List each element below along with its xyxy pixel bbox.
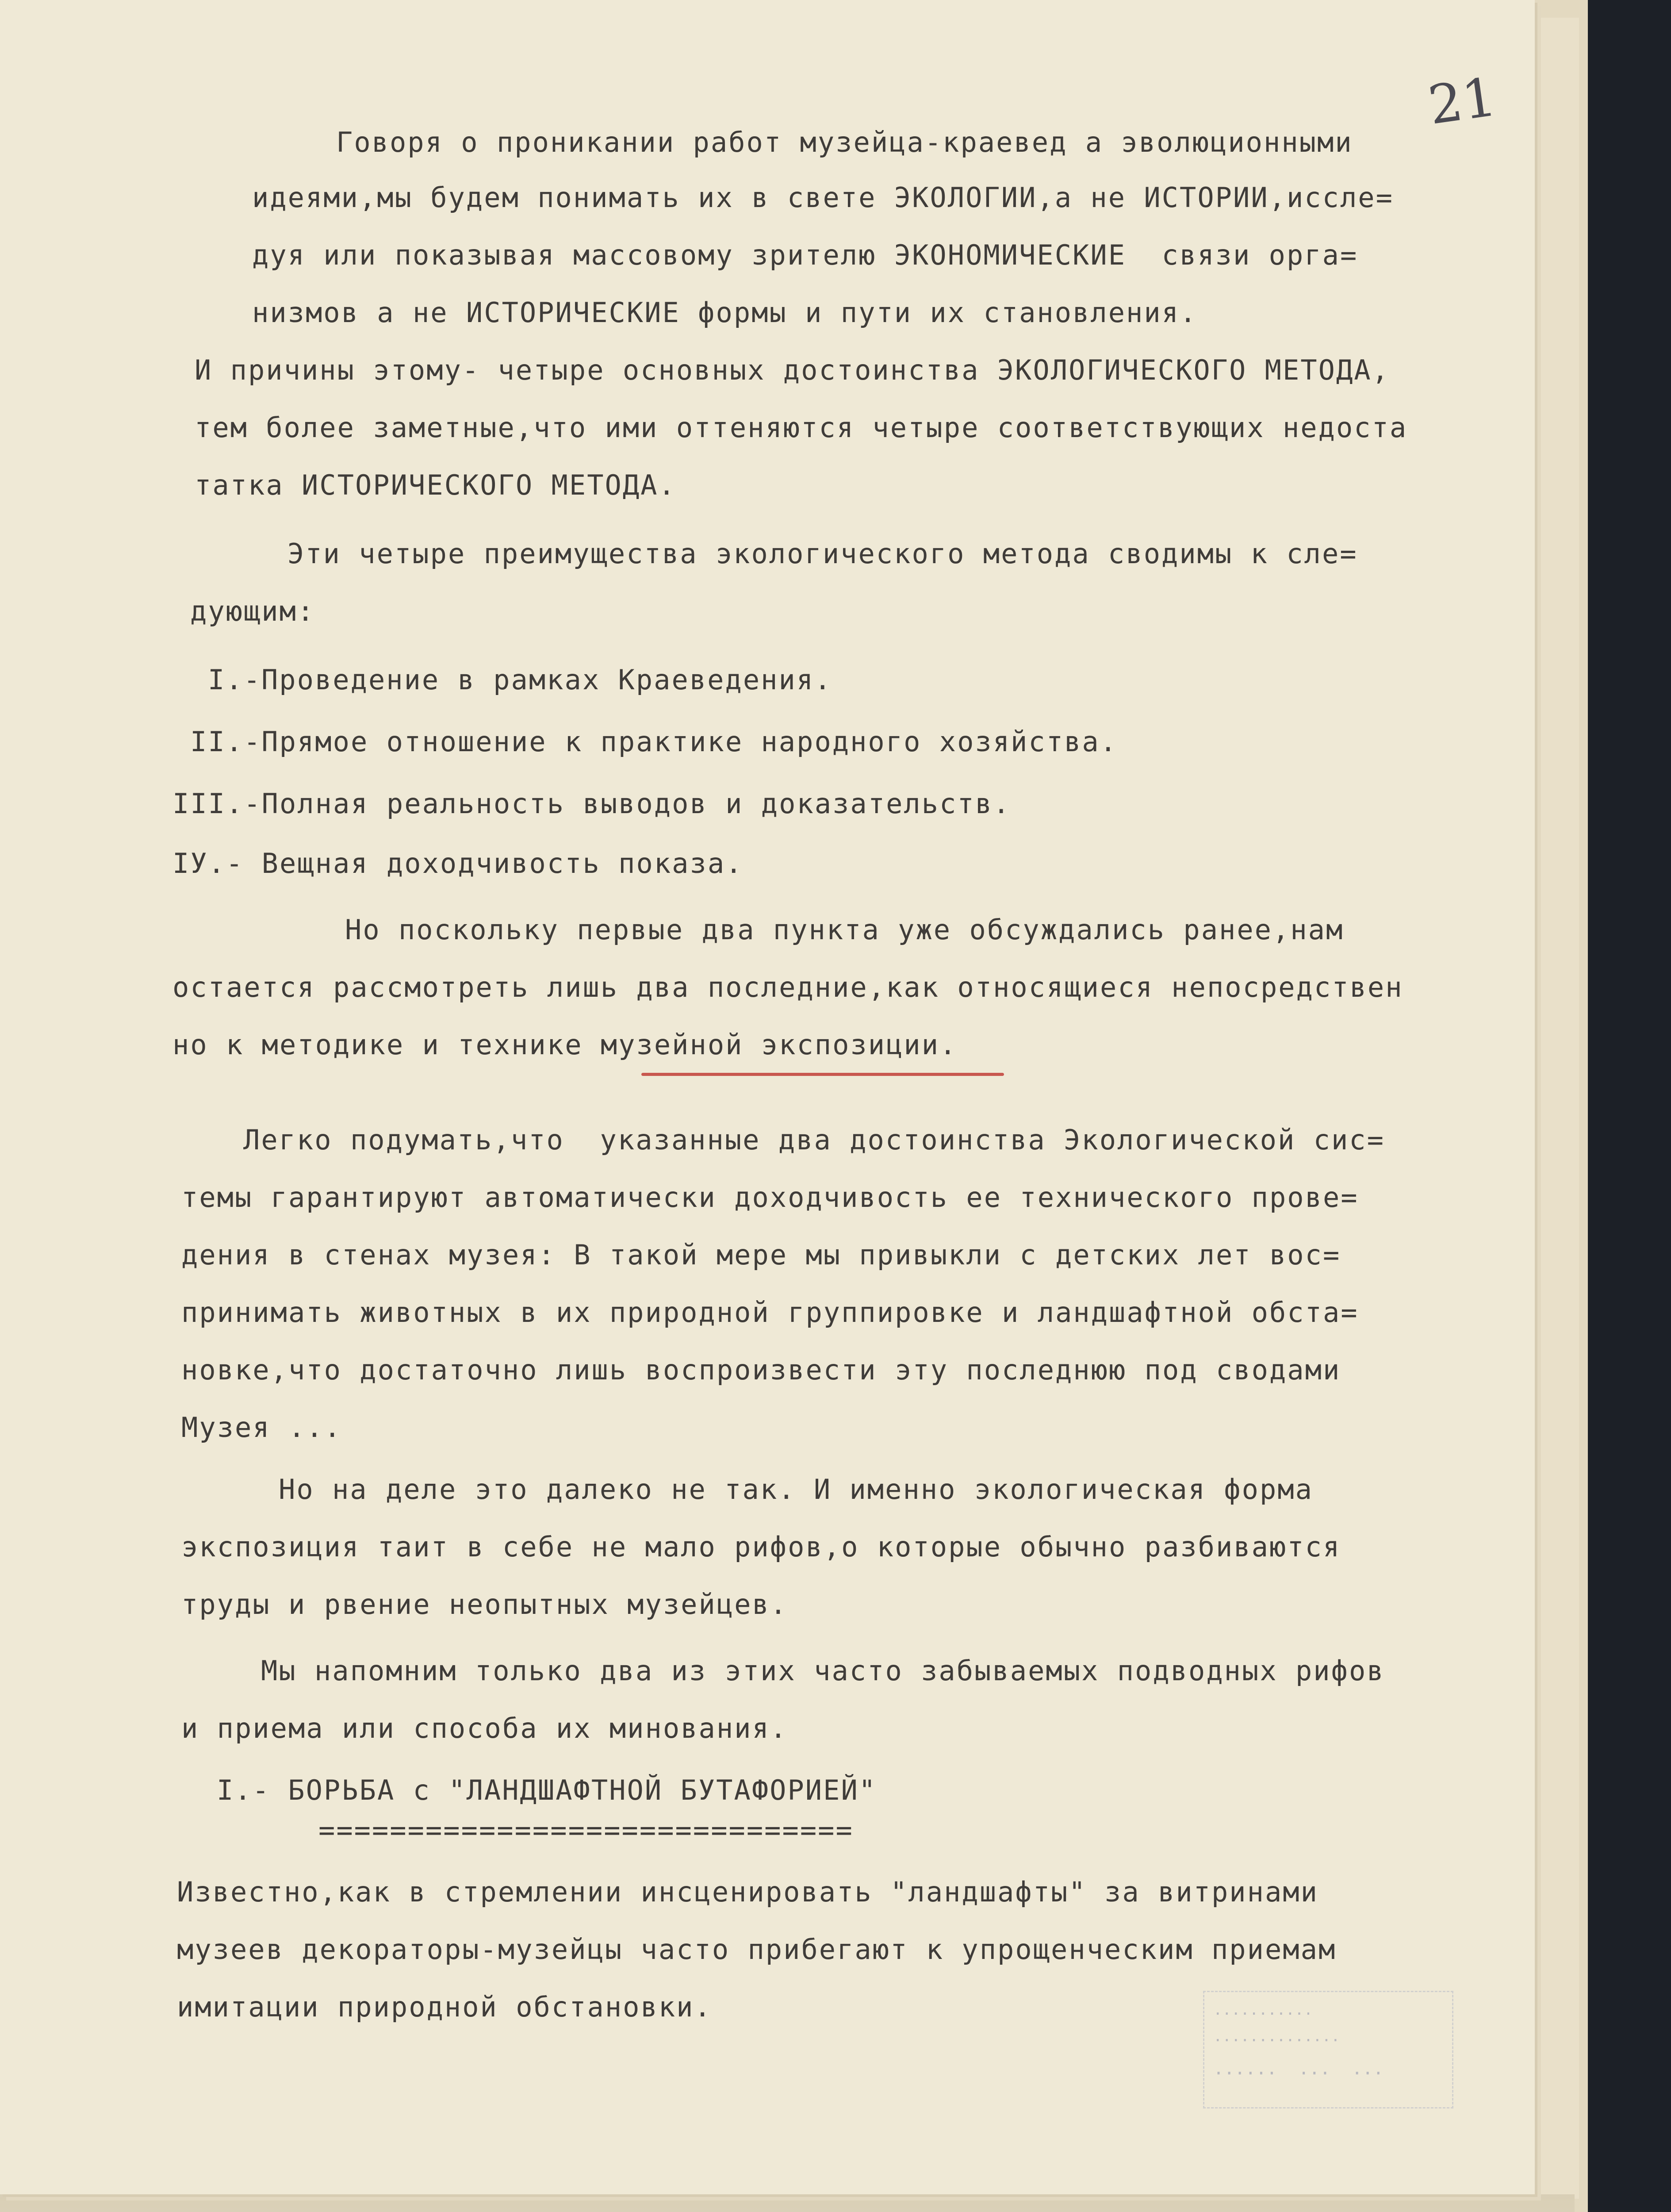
text-line: Известно,как в стремлении инсценировать "ландшафты" за витринами [177,1876,1318,1908]
list-item: III.-Полная реальность выводов и доказательств. [172,787,1011,820]
red-underline [641,1073,1004,1076]
text-line: низмов а не ИСТОРИЧЕСКИЕ формы и пути их становления. [252,296,1198,329]
text-line: идеями,мы будем понимать их в свете ЭКОЛОГИИ,а не ИСТОРИИ,иссле= [252,181,1394,214]
page-number: 21 [1425,66,1500,137]
section-heading: I.- БОРЬБА с "ЛАНДШАФТНОЙ БУТАФОРИЕЙ" [217,1774,877,1806]
text-line: имитации природной обстановки. [177,1991,712,2023]
text-line: музеев декораторы-музейцы часто прибегают к упрощенческим приемам [177,1933,1337,1966]
stamp-line: ........... [1213,2001,1313,2019]
text-line: остается рассмотреть лишь два последние,как относящиеся непосредствен [172,971,1403,1003]
text-line: новке,что достаточно лишь воспроизвести эту последнюю под сводами [181,1354,1341,1386]
text-line: Мы напомним только два из этих часто забываемых подводных рифов [261,1655,1385,1687]
stamp-line: .............. [1213,2028,1340,2045]
lower-sheets-edge [0,2194,1575,2212]
text-line: Но поскольку первые два пункта уже обсуждались ранее,нам [345,914,1344,946]
text-line: Легко подумать,что указанные два достоинства Экологической сис= [243,1124,1385,1156]
text-line: дующим: [190,595,315,627]
text-line: дуя или показывая массовому зрителю ЭКОНОМИЧЕСКИЕ связи орга= [252,239,1358,271]
text-line: но к методике и технике музейной экспозиции. [172,1029,958,1061]
text-line: дения в стенах музея: В такой мере мы привыкли с детских лет вос= [181,1239,1341,1271]
text-line: Говоря о проникании работ музейца-краевед а эволюционными [336,126,1353,158]
stamp-line: ...... ... ... [1213,2058,1384,2079]
text-line: и приема или способа их минования. [181,1712,788,1744]
text-line: Эти четыре преимущества экологического метода сводимы к сле= [287,538,1358,570]
list-item: IУ.- Вещная доходчивость показа. [172,847,744,879]
text-line: экспозиция таит в себе не мало рифов,о которые обычно разбиваются [181,1531,1341,1563]
text-line: татка ИСТОРИЧЕСКОГО МЕТОДА. [195,469,676,501]
text-line: тем более заметные,что ими оттеняются четыре соответствующих недоста [195,411,1408,444]
text-line: принимать животных в их природной группировке и ландшафтной обста= [181,1296,1359,1329]
list-item: II.-Прямое отношение к практике народного хозяйства. [190,726,1118,758]
text-line: Но на деле это далеко не так. И именно экологическая форма [279,1473,1313,1505]
text-line: Музея ... [181,1411,342,1444]
list-item: I.-Проведение в рамках Краеведения. [208,664,832,696]
text-line: И причины этому- четыре основных достоинства ЭКОЛОГИЧЕСКОГО МЕТОДА, [195,354,1390,386]
text-line: труды и рвение неопытных музейцев. [181,1588,788,1621]
heading-rule: ============================== [318,1814,854,1846]
archive-stamp [1203,1991,1453,2108]
text-line: темы гарантируют автоматически доходчивость ее технического прове= [181,1181,1359,1214]
